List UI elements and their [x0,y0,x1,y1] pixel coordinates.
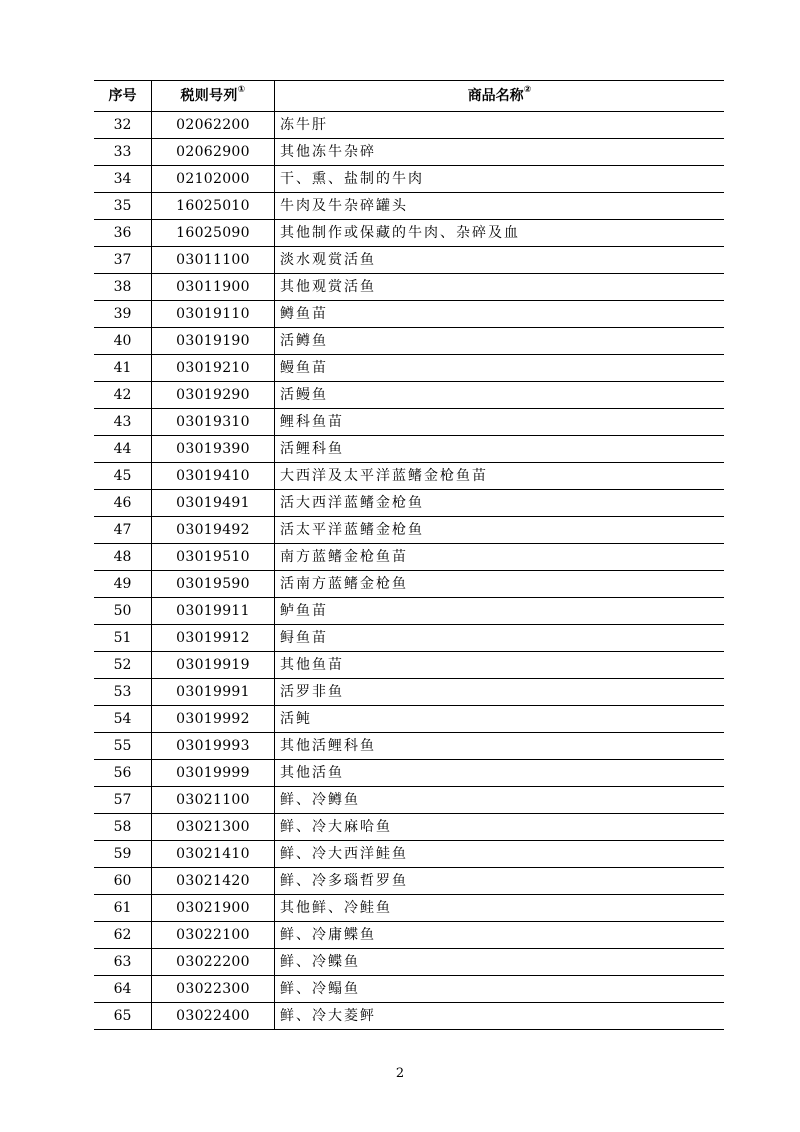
table-row [94,274,724,301]
table-row [94,193,724,220]
row-code: 03019110 [152,301,275,328]
row-code: 02062900 [152,139,275,166]
table-row [94,355,724,382]
row-code: 03022100 [152,922,275,949]
table-row [94,733,724,760]
row-code: 03019911 [152,598,275,625]
table-row [94,598,724,625]
row-index: 47 [94,517,152,544]
row-code: 16025010 [152,193,275,220]
row-index: 57 [94,787,152,814]
row-name: 牛肉及牛杂碎罐头 [275,193,725,220]
row-code: 16025090 [152,220,275,247]
row-name: 其他鲜、冷鲑鱼 [275,895,725,922]
row-code: 03019993 [152,733,275,760]
table-row [94,706,724,733]
row-name: 活大西洋蓝鳍金枪鱼 [275,490,725,517]
header-code [152,81,275,112]
row-index: 50 [94,598,152,625]
row-code: 03019410 [152,463,275,490]
row-index: 55 [94,733,152,760]
row-code: 03019919 [152,652,275,679]
row-code: 03019999 [152,760,275,787]
row-code: 03019290 [152,382,275,409]
row-name: 活鲤科鱼 [275,436,725,463]
row-name: 鲜、冷鳟鱼 [275,787,725,814]
row-index: 44 [94,436,152,463]
row-code: 03021410 [152,841,275,868]
row-name: 大西洋及太平洋蓝鳍金枪鱼苗 [275,463,725,490]
row-index: 60 [94,868,152,895]
table-row [94,382,724,409]
row-code: 02062200 [152,112,275,139]
row-index: 38 [94,274,152,301]
table-row [94,868,724,895]
row-name: 活南方蓝鳍金枪鱼 [275,571,725,598]
table-header-row [94,81,724,112]
row-name: 活鲀 [275,706,725,733]
row-code: 03019912 [152,625,275,652]
row-code: 03019510 [152,544,275,571]
header-index [94,81,152,112]
row-index: 56 [94,760,152,787]
row-code: 03019991 [152,679,275,706]
table-row [94,436,724,463]
table-row [94,220,724,247]
row-code: 03019491 [152,490,275,517]
row-index: 43 [94,409,152,436]
table-row [94,571,724,598]
row-code: 03011100 [152,247,275,274]
row-name: 南方蓝鳍金枪鱼苗 [275,544,725,571]
row-index: 39 [94,301,152,328]
row-name: 其他冻牛杂碎 [275,139,725,166]
row-code: 03019310 [152,409,275,436]
row-name: 鲈鱼苗 [275,598,725,625]
row-code: 03021900 [152,895,275,922]
table-row [94,301,724,328]
table-row [94,949,724,976]
table-row [94,112,724,139]
row-code: 03021420 [152,868,275,895]
header-code-footnote: ① [237,85,246,95]
table-body [94,112,724,1030]
row-index: 36 [94,220,152,247]
row-index: 35 [94,193,152,220]
row-name: 鲜、冷大西洋鲑鱼 [275,841,725,868]
row-index: 33 [94,139,152,166]
header-index-label: 序号 [108,88,137,104]
row-index: 61 [94,895,152,922]
row-name: 鲜、冷大菱鲆 [275,1003,725,1030]
table-row [94,544,724,571]
row-index: 53 [94,679,152,706]
table-row [94,922,724,949]
row-index: 51 [94,625,152,652]
row-index: 34 [94,166,152,193]
row-index: 40 [94,328,152,355]
table-row [94,1003,724,1030]
row-name: 活鳟鱼 [275,328,725,355]
tariff-table [94,80,724,1030]
row-index: 65 [94,1003,152,1030]
row-name: 干、熏、盐制的牛肉 [275,166,725,193]
row-code: 03019390 [152,436,275,463]
row-code: 03019210 [152,355,275,382]
table-row [94,490,724,517]
row-code: 03019492 [152,517,275,544]
row-index: 62 [94,922,152,949]
row-name: 其他制作或保藏的牛肉、杂碎及血 [275,220,725,247]
row-code: 03022300 [152,976,275,1003]
row-name: 鲜、冷庸鲽鱼 [275,922,725,949]
header-name [275,81,725,112]
row-name: 鲟鱼苗 [275,625,725,652]
row-name: 鳗鱼苗 [275,355,725,382]
table-row [94,247,724,274]
row-code: 03019190 [152,328,275,355]
row-index: 48 [94,544,152,571]
row-index: 41 [94,355,152,382]
table-row [94,814,724,841]
row-name: 淡水观赏活鱼 [275,247,725,274]
row-name: 鳟鱼苗 [275,301,725,328]
row-name: 鲜、冷鲽鱼 [275,949,725,976]
table-row [94,328,724,355]
table-row [94,895,724,922]
row-index: 49 [94,571,152,598]
row-code: 03011900 [152,274,275,301]
row-index: 46 [94,490,152,517]
table-row [94,652,724,679]
row-index: 58 [94,814,152,841]
row-index: 64 [94,976,152,1003]
row-index: 32 [94,112,152,139]
table-row [94,787,724,814]
row-index: 45 [94,463,152,490]
table-row [94,409,724,436]
row-code: 03022200 [152,949,275,976]
row-name: 鲤科鱼苗 [275,409,725,436]
row-name: 其他观赏活鱼 [275,274,725,301]
header-name-footnote: ② [523,85,532,95]
row-name: 活鳗鱼 [275,382,725,409]
row-index: 37 [94,247,152,274]
row-code: 03019992 [152,706,275,733]
header-code-label: 税则号列 [180,88,238,104]
row-name: 鲜、冷鳎鱼 [275,976,725,1003]
row-index: 59 [94,841,152,868]
row-index: 42 [94,382,152,409]
row-name: 活罗非鱼 [275,679,725,706]
row-index: 63 [94,949,152,976]
table-row [94,166,724,193]
row-code: 03021300 [152,814,275,841]
page-number: 2 [395,1066,405,1081]
row-name: 鲜、冷多瑙哲罗鱼 [275,868,725,895]
row-name: 鲜、冷大麻哈鱼 [275,814,725,841]
row-code: 02102000 [152,166,275,193]
row-name: 其他活鲤科鱼 [275,733,725,760]
row-name: 活太平洋蓝鳍金枪鱼 [275,517,725,544]
table-row [94,625,724,652]
row-code: 03022400 [152,1003,275,1030]
table-row [94,976,724,1003]
row-name: 其他活鱼 [275,760,725,787]
row-index: 54 [94,706,152,733]
table-row [94,139,724,166]
header-name-label: 商品名称 [467,88,524,104]
row-name: 冻牛肝 [275,112,725,139]
table-row [94,517,724,544]
row-name: 其他鱼苗 [275,652,725,679]
row-code: 03021100 [152,787,275,814]
table-row [94,841,724,868]
table-row [94,760,724,787]
table-row [94,463,724,490]
row-index: 52 [94,652,152,679]
row-code: 03019590 [152,571,275,598]
table-row [94,679,724,706]
